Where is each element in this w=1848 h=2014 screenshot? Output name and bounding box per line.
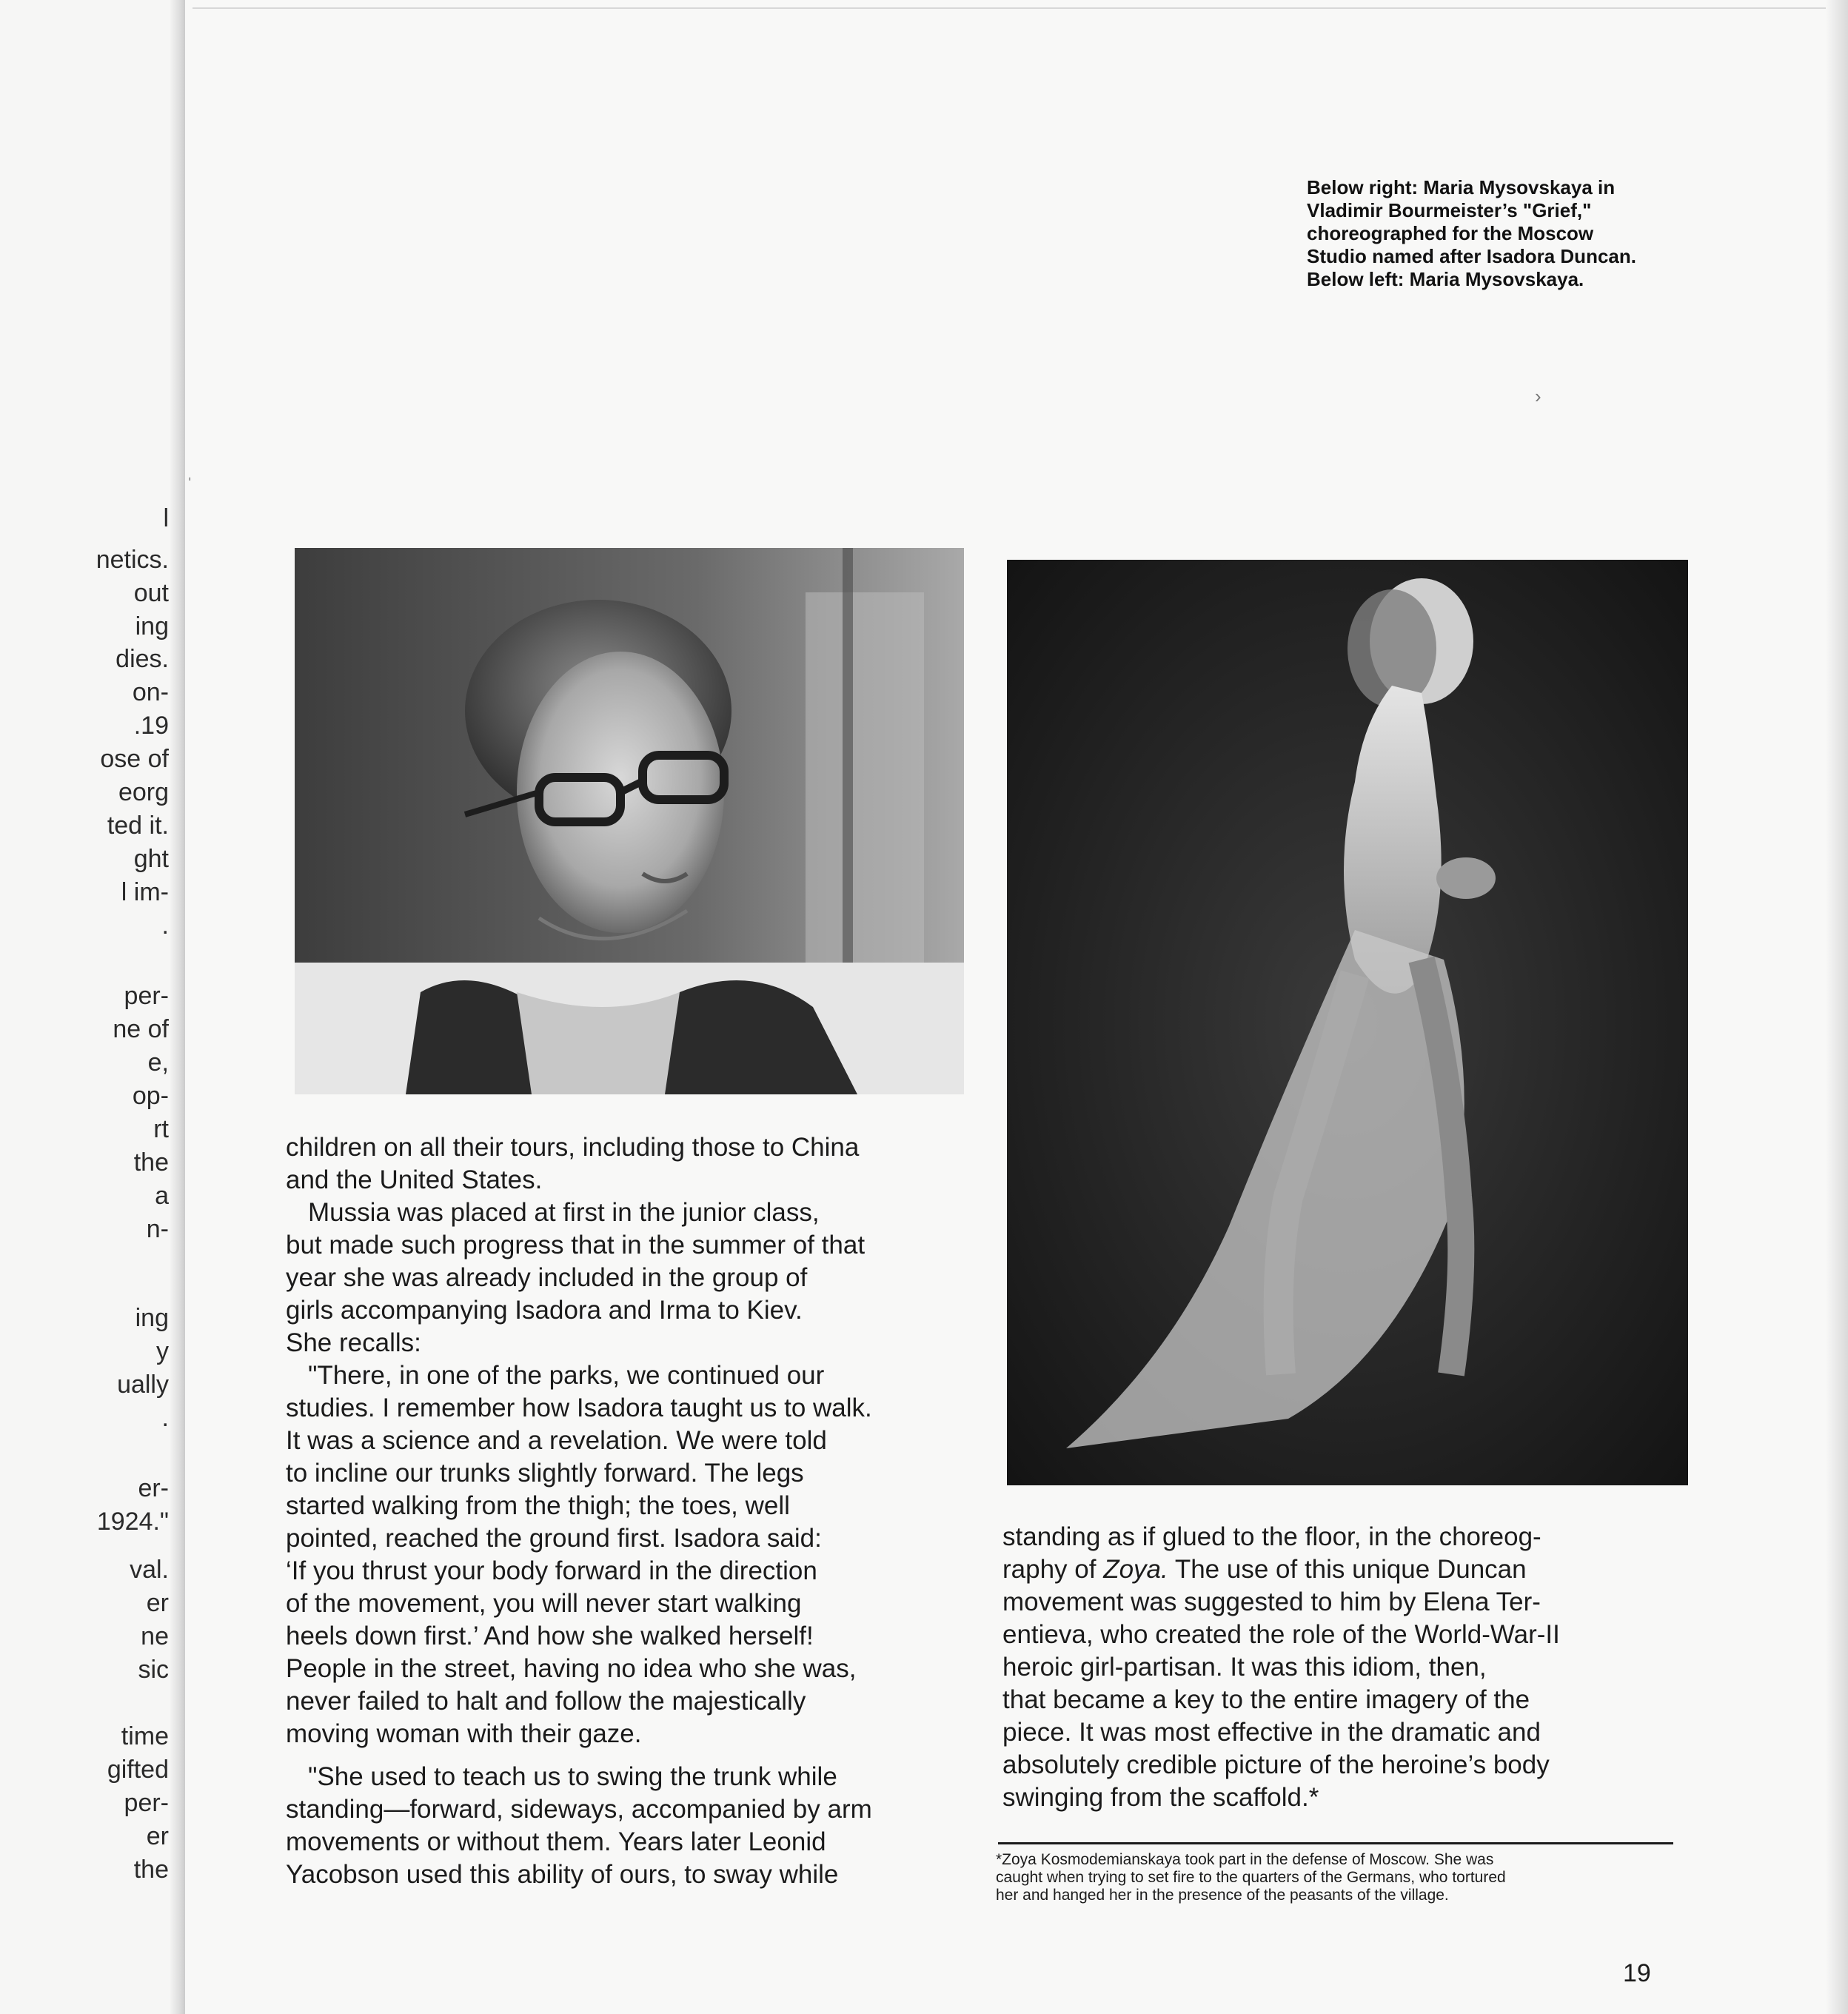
- body-text-line: piece. It was most effective in the dramatic and: [1002, 1718, 1541, 1747]
- scan-mark: ˌ: [187, 459, 193, 481]
- page-top-edge: [192, 7, 1844, 9]
- left-text-line: ght: [133, 845, 169, 873]
- left-text-line: per-: [124, 1789, 169, 1817]
- left-text-line: val.: [130, 1556, 169, 1584]
- photo-caption: [1307, 176, 1692, 291]
- body-text-line: pointed, reached the ground first. Isadora said:: [286, 1524, 822, 1553]
- caption-line: Below left: Maria Mysovskaya.: [1307, 268, 1584, 290]
- footnote-line: her and hanged her in the presence of the peasants of the village.: [996, 1887, 1449, 1904]
- body-text-line: "She used to teach us to swing the trunk while: [308, 1762, 837, 1791]
- left-text-line: n-: [146, 1215, 169, 1243]
- body-text-line: to incline our trunks slightly forward. The legs: [286, 1459, 804, 1488]
- body-text-line: It was a science and a revelation. We were told: [286, 1426, 827, 1455]
- left-text-line: y: [156, 1337, 169, 1365]
- body-text-line: heroic girl-partisan. It was this idiom, then,: [1002, 1653, 1487, 1682]
- left-page-fragment: [0, 0, 185, 2014]
- body-text-line: girls accompanying Isadora and Irma to Kiev.: [286, 1296, 803, 1325]
- body-text-line: swinging from the scaffold.*: [1002, 1783, 1319, 1812]
- left-text-line: netics.: [96, 546, 169, 574]
- caption-line: choreographed for the Moscow: [1307, 222, 1594, 244]
- body-text-line: movement was suggested to him by Elena Ter-: [1002, 1588, 1541, 1616]
- left-text-line: rt: [153, 1115, 169, 1143]
- body-text-line: People in the street, having no idea who she was,: [286, 1654, 857, 1683]
- body-text-line: Yacobson used this ability of ours, to sway while: [286, 1860, 839, 1889]
- left-text-line: sic: [138, 1656, 169, 1684]
- caption-line: Vladimir Bourmeister’s "Grief,": [1307, 199, 1592, 221]
- left-text-line: per-: [124, 982, 169, 1010]
- left-text-line: .19: [133, 712, 169, 740]
- footnote: [996, 1851, 1677, 1904]
- body-text-line: studies. I remember how Isadora taught us to walk.: [286, 1394, 872, 1422]
- body-text-line: but made such progress that in the summer of that: [286, 1231, 866, 1259]
- scan-mark: ›: [1535, 385, 1541, 407]
- right-text-column: [1002, 1521, 1560, 1814]
- left-text-line: er: [146, 1589, 169, 1617]
- left-text-line: er: [146, 1822, 169, 1850]
- left-text-line: on-: [132, 678, 169, 706]
- play-title-italic: Zoya.: [1103, 1555, 1168, 1584]
- left-text-line: the: [133, 1856, 169, 1884]
- body-text-line: entieva, who created the role of the World-War-II: [1002, 1620, 1560, 1649]
- left-text-line: 1924.": [96, 1508, 169, 1536]
- body-text-line: movements or without them. Years later Leonid: [286, 1827, 826, 1856]
- left-text-line: l im-: [121, 878, 169, 906]
- left-text-line: ing: [135, 1304, 169, 1332]
- left-text-line: op-: [132, 1082, 169, 1110]
- text-segment: The use of this unique Duncan: [1168, 1555, 1527, 1584]
- body-text-line: standing—forward, sideways, accompanied by arm: [286, 1795, 872, 1824]
- left-text-line: dies.: [116, 645, 169, 673]
- body-text-line: She recalls:: [286, 1328, 421, 1357]
- body-text-line: started walking from the thigh; the toes, well: [286, 1491, 790, 1520]
- left-text-line: time: [121, 1722, 169, 1750]
- page-right-edge: [1826, 0, 1848, 2014]
- portrait-photo: [295, 548, 964, 1094]
- left-text-line: er-: [138, 1474, 169, 1502]
- body-text-line: year she was already included in the group of: [286, 1263, 808, 1292]
- portrait-photo-image: [295, 548, 964, 1094]
- text-segment: raphy of: [1002, 1555, 1104, 1584]
- body-text-line: that became a key to the entire imagery of the: [1002, 1685, 1530, 1714]
- left-text-line: out: [133, 579, 169, 607]
- body-text-line: ‘If you thrust your body forward in the direction: [286, 1556, 817, 1585]
- left-text-line: ne: [141, 1622, 169, 1650]
- left-text-line: the: [133, 1148, 169, 1177]
- dancer-photo: [1007, 560, 1688, 1485]
- footnote-line: caught when trying to set fire to the quarters of the Germans, who tortured: [996, 1869, 1506, 1886]
- left-text-line: eorg: [118, 778, 169, 806]
- page-number: 19: [1623, 1959, 1651, 1987]
- body-text-line: never failed to halt and follow the majestically: [286, 1687, 806, 1716]
- body-text-line: heels down first.’ And how she walked herself!: [286, 1622, 814, 1650]
- left-text-line: .: [161, 1404, 169, 1432]
- footnote-line: *Zoya Kosmodemianskaya took part in the defense of Moscow. She was: [996, 1851, 1494, 1868]
- caption-line: Below right: Maria Mysovskaya in: [1307, 176, 1616, 198]
- left-text-line: a: [155, 1182, 169, 1210]
- caption-line: Studio named after Isadora Duncan.: [1307, 245, 1636, 267]
- body-text-line: and the United States.: [286, 1165, 543, 1194]
- body-text-line: [1002, 1553, 1560, 1586]
- left-text-line: ted it.: [107, 812, 169, 840]
- footnote-divider: [998, 1842, 1673, 1844]
- left-text-line: .: [161, 911, 169, 940]
- left-text-column: [286, 1131, 872, 1891]
- body-text-line: "There, in one of the parks, we continued our: [308, 1361, 825, 1390]
- left-text-line: l: [163, 504, 169, 532]
- body-text-line: moving woman with their gaze.: [286, 1719, 642, 1748]
- left-text-line: gifted: [107, 1756, 169, 1784]
- left-text-line: ne of: [113, 1015, 169, 1043]
- left-text-line: ose of: [100, 745, 169, 773]
- left-text-line: ually: [117, 1371, 169, 1399]
- body-text-line: of the movement, you will never start walking: [286, 1589, 802, 1618]
- body-text-line: standing as if glued to the floor, in the choreog-: [1002, 1522, 1541, 1551]
- body-text-line: Mussia was placed at first in the junior class,: [308, 1198, 820, 1227]
- page-fold: [170, 0, 185, 2014]
- dancer-photo-image: [1007, 560, 1688, 1485]
- body-text-line: absolutely credible picture of the heroine’s body: [1002, 1750, 1550, 1779]
- left-text-line: e,: [147, 1048, 169, 1077]
- left-text-line: ing: [135, 612, 169, 640]
- body-text-line: children on all their tours, including those to China: [286, 1133, 860, 1162]
